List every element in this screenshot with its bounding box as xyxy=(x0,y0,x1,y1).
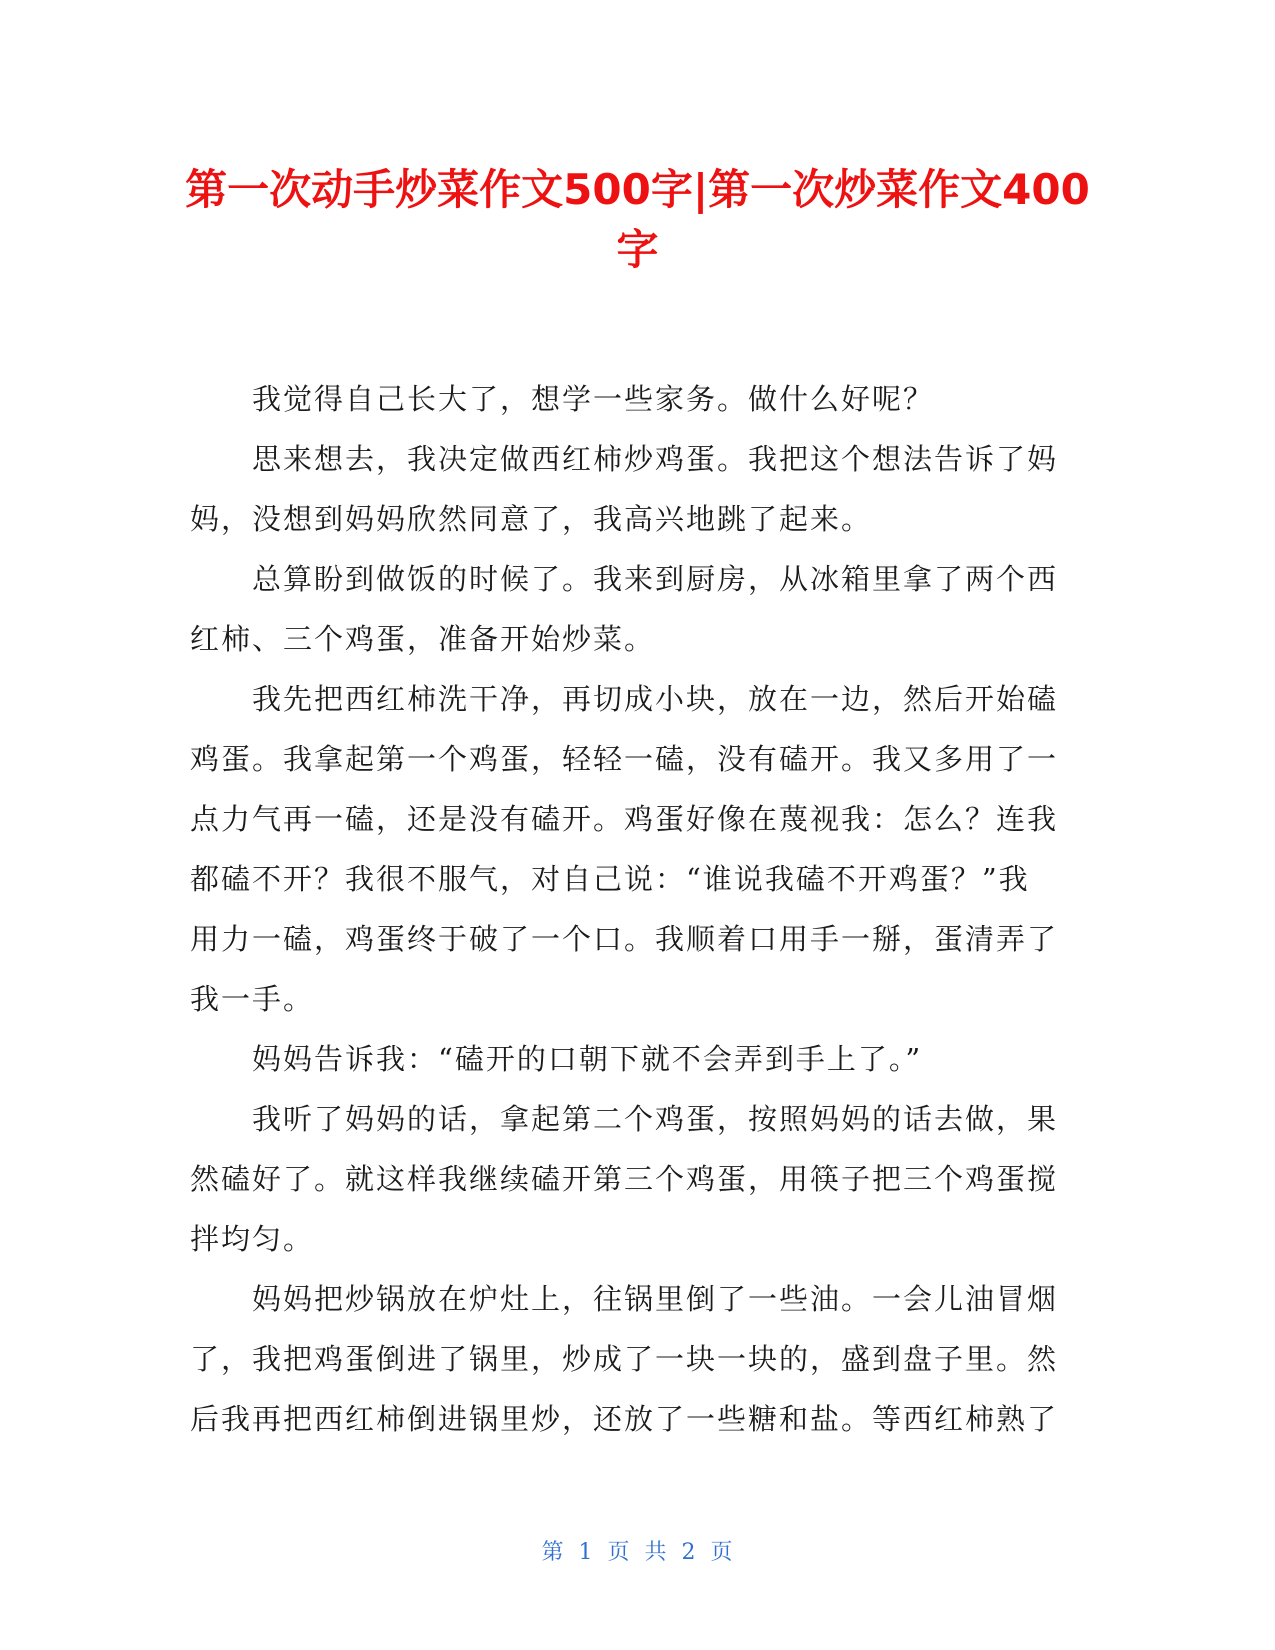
paragraph: 总算盼到做饭的时候了。我来到厨房，从冰箱里拿了两个西红柿、三个鸡蛋，准备开始炒菜。 xyxy=(190,562,1059,656)
document-title: 第一次动手炒菜作文500字|第一次炒菜作文400字 xyxy=(185,165,1090,274)
paragraph: 我觉得自己长大了，想学一些家务。做什么好呢？ xyxy=(252,382,935,416)
page-number-footer: 第 1 页 共 2 页 xyxy=(541,1540,734,1565)
paragraph: 我听了妈妈的话，拿起第二个鸡蛋，按照妈妈的话去做，果然磕好了。就这样我继续磕开第三个鸡蛋，用筷子把三个鸡蛋搅拌均匀。 xyxy=(190,1102,1059,1256)
paragraph: 我先把西红柿洗干净，再切成小块，放在一边，然后开始磕鸡蛋。我拿起第一个鸡蛋，轻轻一磕，没有磕开。我又多用了一点力气再一磕，还是没有磕开。鸡蛋好像在蔑视我：怎么？连我都磕不开？我很不服气，对自己说：“谁说我磕不开鸡蛋？”我用力一磕，鸡蛋终于破了一个口。我顺着口用手一掰，蛋清弄了我一手。 xyxy=(190,682,1059,1016)
paragraph: 妈妈把炒锅放在炉灶上，往锅里倒了一些油。一会儿油冒烟了，我把鸡蛋倒进了锅里，炒成了一块一块的，盛到盘子里。然后我再把西红柿倒进锅里炒，还放了一些糖和盐。等西红柿熟了 xyxy=(190,1282,1059,1436)
paragraph: 妈妈告诉我：“磕开的口朝下就不会弄到手上了。” xyxy=(252,1042,923,1076)
document-body xyxy=(190,369,1060,1449)
paragraph: 思来想去，我决定做西红柿炒鸡蛋。我把这个想法告诉了妈妈，没想到妈妈欣然同意了，我高兴地跳了起来。 xyxy=(190,442,1059,536)
